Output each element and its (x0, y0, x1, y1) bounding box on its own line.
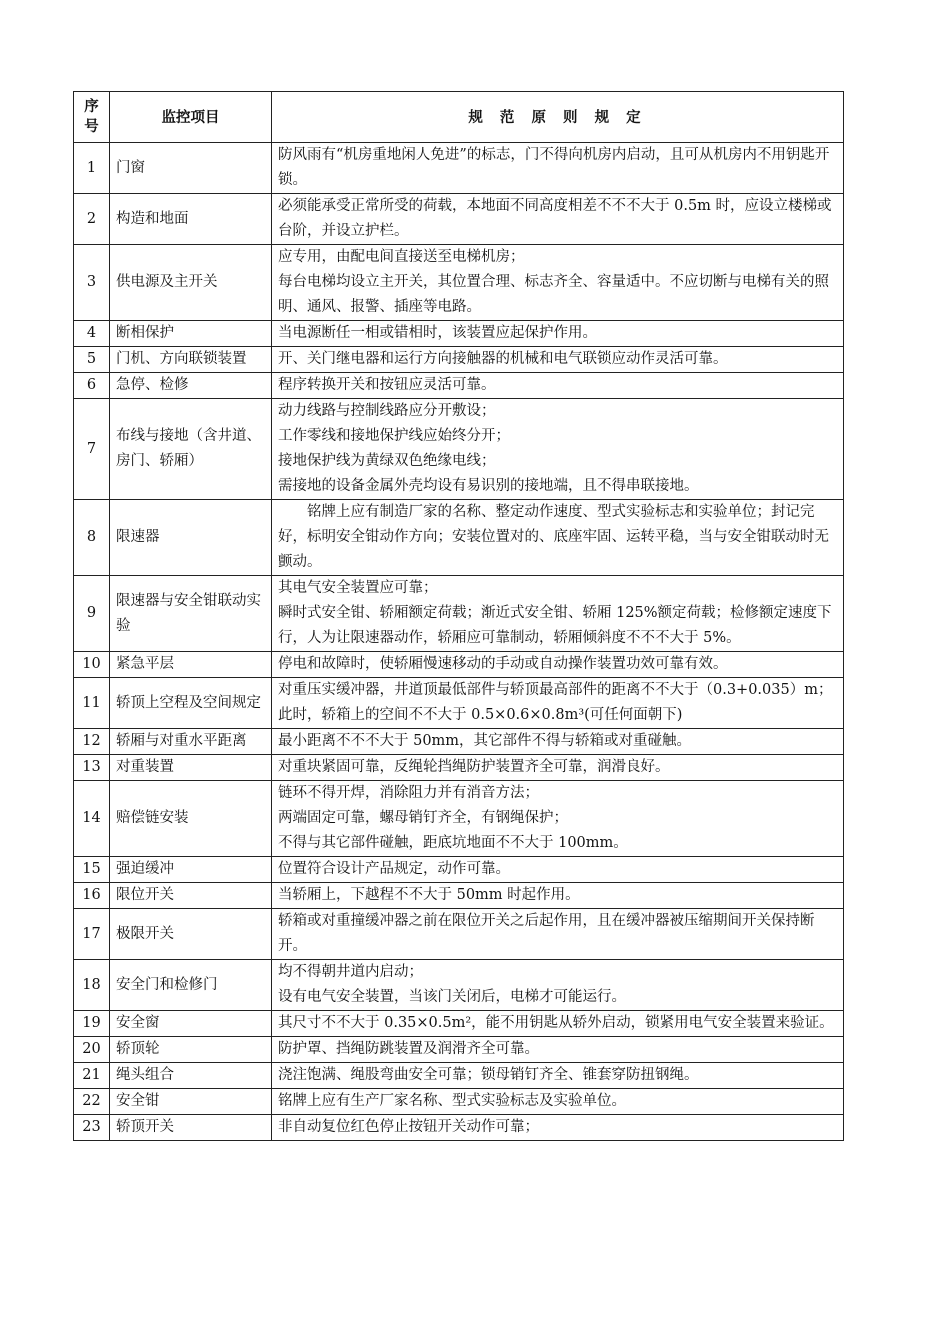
table-row (74, 909, 844, 960)
table-header-row (74, 92, 844, 143)
spec-cell (272, 1063, 844, 1089)
table-row (74, 1063, 844, 1089)
spec-line: 工作零线和接地保护线应始终分开； (278, 428, 510, 444)
table-row (74, 1011, 844, 1037)
row-number: 20 (74, 1037, 110, 1063)
row-number: 11 (74, 678, 110, 729)
monitor-item: 布线与接地（含井道、房门、轿厢） (110, 399, 272, 500)
table-row (74, 500, 844, 576)
spec-line: 当电源断任一相或错相时，该装置应起保护作用。 (278, 325, 597, 341)
table-row (74, 373, 844, 399)
monitor-item: 轿顶开关 (110, 1115, 272, 1141)
spec-line: 防风雨有“机房重地闲人免进”的标志，门不得向机房内启动，且可从机房内不用钥匙开锁。 (278, 147, 830, 188)
row-number: 2 (74, 194, 110, 245)
spec-cell (272, 857, 844, 883)
spec-cell (272, 1115, 844, 1141)
spec-line: 不得与其它部件碰触，距底坑地面不不大于 100mm。 (278, 835, 628, 851)
row-number: 7 (74, 399, 110, 500)
table-row (74, 321, 844, 347)
table-row (74, 883, 844, 909)
spec-line: 当轿厢上，下越程不不大于 50mm 时起作用。 (278, 887, 580, 903)
spec-cell (272, 678, 844, 729)
spec-cell (272, 245, 844, 321)
header-item: 监控项目 (110, 92, 272, 143)
monitor-item: 对重装置 (110, 755, 272, 781)
monitor-item: 限速器 (110, 500, 272, 576)
monitor-item: 门机、方向联锁装置 (110, 347, 272, 373)
monitor-item: 极限开关 (110, 909, 272, 960)
table-row (74, 399, 844, 500)
monitor-item: 轿顶轮 (110, 1037, 272, 1063)
spec-line: 链环不得开焊，消除阻力并有消音方法； (278, 785, 539, 801)
spec-cell (272, 1011, 844, 1037)
spec-cell (272, 909, 844, 960)
spec-line: 需接地的设备金属外壳均设有易识别的接地端，且不得串联接地。 (278, 478, 699, 494)
row-number: 23 (74, 1115, 110, 1141)
table-row (74, 755, 844, 781)
spec-cell (272, 1037, 844, 1063)
spec-cell (272, 399, 844, 500)
spec-line: 动力线路与控制线路应分开敷设； (278, 403, 496, 419)
monitor-item: 紧急平层 (110, 652, 272, 678)
spec-line: 位置符合设计产品规定，动作可靠。 (278, 861, 510, 877)
spec-cell (272, 194, 844, 245)
row-number: 10 (74, 652, 110, 678)
row-number: 22 (74, 1089, 110, 1115)
spec-cell (272, 652, 844, 678)
monitor-item: 安全门和检修门 (110, 960, 272, 1011)
row-number: 9 (74, 576, 110, 652)
row-number: 13 (74, 755, 110, 781)
monitor-item: 限位开关 (110, 883, 272, 909)
spec-cell (272, 576, 844, 652)
monitor-item: 急停、检修 (110, 373, 272, 399)
table-row (74, 781, 844, 857)
spec-cell (272, 373, 844, 399)
row-number: 19 (74, 1011, 110, 1037)
spec-line: 对重块紧固可靠，反绳轮挡绳防护装置齐全可靠，润滑良好。 (278, 759, 670, 775)
row-number: 18 (74, 960, 110, 1011)
spec-cell (272, 500, 844, 576)
spec-line: 瞬时式安全钳、轿厢额定荷载；渐近式安全钳、轿厢 125%额定荷载；检修额定速度下行，人为让限速器动作，轿厢应可靠制动，轿厢倾斜度不不不大于 5%。 (278, 605, 832, 646)
spec-line: 对重压实缓冲器，井道顶最低部件与轿顶最高部件的距离不不大于（0.3+0.035）m；此时，轿箱上的空间不不大于 0.5×0.6×0.8m³(可任何面朝下) (278, 682, 833, 723)
spec-line: 停电和故障时，使轿厢慢速移动的手动或自动操作装置功效可靠有效。 (278, 656, 728, 672)
table-row (74, 245, 844, 321)
monitor-item: 断相保护 (110, 321, 272, 347)
spec-cell (272, 143, 844, 194)
row-number: 14 (74, 781, 110, 857)
row-number: 15 (74, 857, 110, 883)
monitor-item: 强迫缓冲 (110, 857, 272, 883)
row-number: 6 (74, 373, 110, 399)
row-number: 5 (74, 347, 110, 373)
spec-line: 最小距离不不不大于 50mm，其它部件不得与轿箱或对重碰触。 (278, 733, 692, 749)
row-number: 8 (74, 500, 110, 576)
table-row (74, 576, 844, 652)
monitor-item: 安全钳 (110, 1089, 272, 1115)
row-number: 17 (74, 909, 110, 960)
spec-line: 必须能承受正常所受的荷载，本地面不同高度相差不不不大于 0.5m 时，应设立楼梯或台阶，并设立护栏。 (278, 198, 832, 239)
table-row (74, 729, 844, 755)
header-num-text: 序号 (84, 98, 99, 135)
row-number: 1 (74, 143, 110, 194)
monitor-item: 轿厢与对重水平距离 (110, 729, 272, 755)
spec-line: 开、关门继电器和运行方向接触器的机械和电气联锁应动作灵活可靠。 (278, 351, 728, 367)
table-row (74, 960, 844, 1011)
table-row (74, 347, 844, 373)
spec-line: 轿箱或对重撞缓冲器之前在限位开关之后起作用，且在缓冲器被压缩期间开关保持断开。 (278, 913, 815, 954)
spec-cell (272, 883, 844, 909)
spec-cell (272, 781, 844, 857)
row-number: 3 (74, 245, 110, 321)
spec-line: 每台电梯均设立主开关，其位置合理、标志齐全、容量适中。不应切断与电梯有关的照明、通风、报警、插座等电路。 (278, 274, 829, 315)
monitor-item: 供电源及主开关 (110, 245, 272, 321)
spec-cell (272, 321, 844, 347)
table-row (74, 194, 844, 245)
monitor-item: 安全窗 (110, 1011, 272, 1037)
table-row (74, 143, 844, 194)
spec-cell (272, 960, 844, 1011)
row-number: 4 (74, 321, 110, 347)
monitor-item: 构造和地面 (110, 194, 272, 245)
header-num (74, 92, 110, 143)
row-number: 21 (74, 1063, 110, 1089)
table-row (74, 678, 844, 729)
spec-cell (272, 1089, 844, 1115)
spec-line: 接地保护线为黄绿双色绝缘电线； (278, 453, 496, 469)
spec-line: 其尺寸不不大于 0.35×0.5m²，能不用钥匙从轿外启动，锁紧用电气安全装置来验证。 (278, 1015, 834, 1031)
spec-line: 铭牌上应有制造厂家的名称、整定动作速度、型式实验标志和实验单位；封记完好，标明安全钳动作方向；安装位置对的、底座牢固、运转平稳，当与安全钳联动时无颤动。 (278, 504, 829, 570)
row-number: 16 (74, 883, 110, 909)
spec-line: 非自动复位红色停止按钮开关动作可靠； (278, 1119, 539, 1135)
table-row (74, 1037, 844, 1063)
spec-line: 设有电气安全装置，当该门关闭后，电梯才可能运行。 (278, 989, 626, 1005)
spec-line: 浇注饱满、绳股弯曲安全可靠；锁母销钉齐全、锥套穿防扭钢绳。 (278, 1067, 699, 1083)
spec-table (73, 91, 844, 1141)
monitor-item: 限速器与安全钳联动实验 (110, 576, 272, 652)
monitor-item: 赔偿链安装 (110, 781, 272, 857)
spec-line: 其电气安全装置应可靠； (278, 580, 438, 596)
spec-line: 均不得朝井道内启动； (278, 964, 423, 980)
table-row (74, 1089, 844, 1115)
spec-line: 程序转换开关和按钮应灵活可靠。 (278, 377, 496, 393)
monitor-item: 轿顶上空程及空间规定 (110, 678, 272, 729)
spec-line: 应专用，由配电间直接送至电梯机房； (278, 249, 525, 265)
table-row (74, 857, 844, 883)
spec-line: 铭牌上应有生产厂家名称、型式实验标志及实验单位。 (278, 1093, 626, 1109)
spec-line: 防护罩、挡绳防跳装置及润滑齐全可靠。 (278, 1041, 539, 1057)
table-row (74, 1115, 844, 1141)
header-spec: 规 范 原 则 规 定 (272, 92, 844, 143)
spec-cell (272, 729, 844, 755)
spec-line: 两端固定可靠，螺母销钉齐全，有钢绳保护； (278, 810, 568, 826)
row-number: 12 (74, 729, 110, 755)
spec-cell (272, 755, 844, 781)
monitor-item: 门窗 (110, 143, 272, 194)
spec-cell (272, 347, 844, 373)
table-row (74, 652, 844, 678)
monitor-item: 绳头组合 (110, 1063, 272, 1089)
